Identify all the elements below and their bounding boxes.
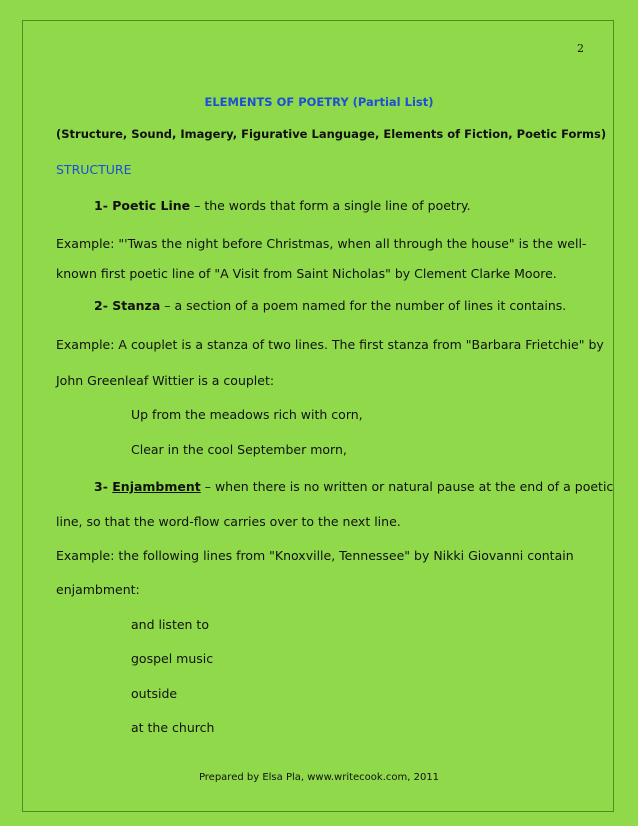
quote-line: and listen to	[131, 617, 209, 632]
quote-line: gospel music	[131, 651, 214, 666]
item-definition: – the words that form a single line of poetry.	[190, 198, 471, 213]
example-line: Example: A couplet is a stanza of two lines. The first stanza from "Barbara Frietchie" by	[56, 337, 604, 352]
example-line: Example: "'Twas the night before Christmas, when all through the house" is the well-	[56, 236, 587, 251]
example-line: known first poetic line of "A Visit from Saint Nicholas" by Clement Clarke Moore.	[56, 266, 557, 281]
page-footer: Prepared by Elsa Pla, www.writecook.com, 2011	[198, 772, 440, 783]
quote-line: Clear in the cool September morn,	[131, 442, 347, 457]
page-number: 2	[577, 42, 584, 55]
example-line: Example: the following lines from "Knoxville, Tennessee" by Nikki Giovanni contain	[56, 548, 574, 563]
item-term: Stanza	[112, 298, 161, 313]
item-heading-enjambment	[94, 479, 613, 494]
item-term: Poetic Line	[112, 198, 191, 213]
quote-line: Up from the meadows rich with corn,	[131, 407, 363, 422]
item-number: 3-	[94, 479, 113, 494]
example-line: John Greenleaf Wittier is a couplet:	[56, 373, 275, 388]
item-definition: – a section of a poem named for the number of lines it contains.	[160, 298, 567, 313]
item-heading-poetic-line	[94, 198, 471, 213]
item-definition: – when there is no written or natural pause at the end of a poetic	[200, 479, 614, 494]
quote-line: at the church	[131, 720, 215, 735]
definition-continuation: line, so that the word-flow carries over to the next line.	[56, 514, 401, 529]
item-heading-stanza	[94, 298, 566, 313]
section-heading: STRUCTURE	[56, 162, 132, 177]
quote-line: outside	[131, 686, 178, 701]
item-number: 2-	[94, 298, 113, 313]
document-subtitle: (Structure, Sound, Imagery, Figurative Language, Elements of Fiction, Poetic Forms)	[56, 127, 607, 141]
document-title: ELEMENTS OF POETRY (Partial List)	[204, 95, 434, 109]
example-line: enjambment:	[56, 582, 140, 597]
item-term: Enjambment	[112, 479, 201, 494]
item-number: 1-	[94, 198, 113, 213]
